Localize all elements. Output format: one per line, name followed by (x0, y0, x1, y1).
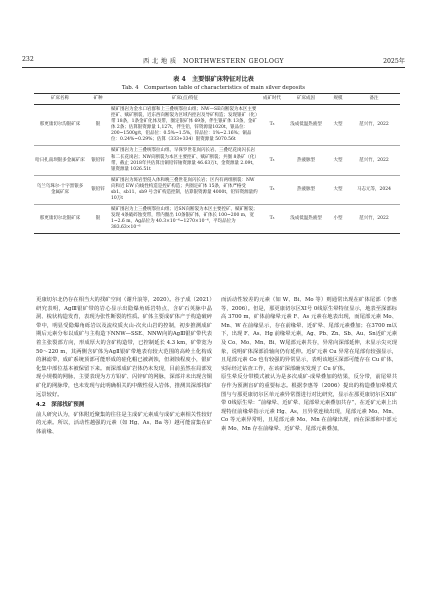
table-header-row (34, 94, 400, 105)
deposit-name: 那更康切尔沟银矿床 (34, 105, 86, 146)
table-row (34, 105, 400, 146)
mineralization-age: T₃ (260, 105, 284, 146)
deposit-features: 赋矿围岩为上三叠统鄂拉山组、早侏罗世花岗闪长岩、三叠纪花岗闪长岩和二长花岗岩；NW向断裂为本区主要控矿、赋矿断裂；共圈 8条矿（化）带，截止 2018年共估算出铜铅锌铀资源量 46.63万t，金资源量 2.09t，银资源量 1026.51t (110, 146, 260, 175)
journal-name: 西 北 地 质 NORTHWESTERN GEOLOGY (142, 58, 285, 65)
left-column (36, 296, 212, 437)
body-paragraph: 前人研究认为，矿体附近聚集的往往是主成矿元素成与成矿元素相关性较好的元素。所以，活动性越强的元素（如 Hg、As、Ba 等）越可能富集在矿体前缘、 (36, 411, 212, 435)
deposit-genesis: 浅成低温热液型 (284, 204, 328, 233)
deposit-scale: 大型 (328, 175, 348, 204)
mineral-type: 银 (86, 105, 110, 146)
deposit-genesis: 浅成低温热液型 (284, 105, 328, 146)
header-cell: 矿种 (86, 94, 110, 105)
header-cell: 矿床名称 (34, 94, 86, 105)
deposit-note: 范兴竹，2022 (348, 146, 400, 175)
deposit-note: 范兴竹，2022 (348, 105, 400, 146)
body-paragraph: 更康切尔北仍存在相当大的找矿空间（谢升浪等，2020）。谷子成（2021）研究表明，AgⅢ银矿带的岩心显示出隐爆角砾岩特点，含矿石英脉中晶洞、梳状构造发育，表现为张性断裂的性质。矿体主要成矿体产于构造破碎带中，明显受隐爆角砾岩以及流纹质火山-次火山岩的控制，初步推测成矿期后元素分布以成矿与主构造下NNW—SSE、NNW向的AgⅢ银矿带代表着主张裂部方向，形成厚大的含矿构造带，已控制延长 4.3 km，矿带宽为 50～220 m，其两侧含矿体为AgⅡ银矿带地表有较大范围的高岭土化构成的淋滤带，成矿系统顶部可能形成的硅化帽已被剥蚀，但剥蚀程度小，银矿化集中部位基本被保留下来。而深部成矿岩体仍未发现，目前虽然在局部发现小规模的网脉，主要表现为方方铅矿、闪锌矿的网脉，深部并未出现含铜矿化的网脉带，也未发现与此明确相关的中酸性侵入岩体，推测其深部找矿远景较好。 (36, 297, 212, 398)
page-number: 232 (22, 56, 34, 63)
header-cell: 矿床(点)特征 (110, 94, 260, 105)
mineralization-age: T₃ (260, 146, 284, 175)
deposit-scale: 小型 (328, 204, 348, 233)
deposit-features: 赋矿围岩为斑岩型侵入体和晚三叠世花岗闪长岩；区内有两组断裂：NW 向和近 EW 向线性构造是控矿构造；共圈定矿体 15条，矿体严格受 sb1、sb11、sb9 号含矿构造控制，估算银资源量 4000t，铅锌资源量约10万t (110, 175, 260, 204)
deposit-scale: 大型 (328, 105, 348, 146)
deposit-features: 赋矿围岩为金水口岩群和上三叠统鄂拉山组；NW—SE向断裂为本区主要控矿、赋矿断裂，近东西向断裂为区域内控岩及导矿构造；发现银矿（化）带 18条，1条金矿化体及带，圈定银矿体 69条，伴生银矿体 13条，金矿体 2条；估算银资源量 1,127t，伴生铅，锌资源量1020t，银品位：200~1500g/t，铅品位：0.5%~1.5%，锌品位：1%~2.16%；铜品位：0.24%~0.29%；估算（333+334）银资源量 5070.56t (110, 105, 260, 146)
table-caption-cn: 表 4 主要银矿床特征对比表 (173, 76, 254, 83)
table-row (34, 175, 400, 204)
header-cell: 备注 (348, 94, 400, 105)
header-rule (22, 67, 405, 68)
table-row (34, 146, 400, 175)
mineral-type: 银铅锌 (86, 146, 110, 175)
section-heading: 4.2 深部找矿预测 (36, 402, 85, 409)
deposit-name: 那更康切尔北银矿床 (34, 204, 86, 233)
running-header (22, 56, 405, 66)
mineralization-age: T₃ (260, 175, 284, 204)
mineralization-age: T₃ (260, 204, 284, 233)
deposit-note: 范兴竹，2022 (348, 204, 400, 233)
deposit-name: 乌兰乌珠尔-十字黑银多金属矿床 (34, 175, 86, 204)
deposit-scale: 大型 (328, 146, 348, 175)
deposit-genesis: 热液脉型 (284, 175, 328, 204)
header-cell: 矿床成因 (284, 94, 328, 105)
right-column (221, 296, 397, 434)
deposit-name: 哈日扎南坝银多金属矿床 (34, 146, 86, 175)
deposit-table (34, 93, 400, 234)
header-cell: 成矿时代 (260, 94, 284, 105)
table-row (34, 204, 400, 233)
mineral-type: 银 (86, 204, 110, 233)
deposit-genesis: 热液脉型 (284, 146, 328, 175)
body-paragraph: 原生晕反分带模式被认为是多次成矿-成晕叠加的结果，反分带，前尾晕共存作为预测盲矿的重要标志。根据李惠等（2006）提出的构造叠加晕模式图与与那更康切尔区单元素异常图进行对比研究，显示在那更康切尔区XI矿带 0线原生晕：“前缘晕、近矿晕、尾部晕元素叠加共存”，在近矿元素上出现特征前缘晕指示元素 Hg、As，且异常连续出现，尾部元素 Mo、Mn、Co 等元素异常明，且尾部元素 Mo、Mn 在前缘出现，而在深部和中部元素 Mo、Mn 存在前缘晕、近矿晕、尾部元素叠加， (221, 374, 397, 432)
deposit-features: 赋矿围岩为上三叠统鄂拉山组；近SN向断裂为本区主要控矿、赋矿断裂；发现 4条破碎蚀变带，带内圈出 10条银矿体，矿体长 100~200 m，宽 1~2.6 m，Ag品位为 40.3×10⁻⁶~1270×10⁻⁶，平均品位为 383.63×10⁻⁶ (110, 204, 260, 233)
mineral-type: 银铅锌 (86, 175, 110, 204)
header-cell: 规模 (328, 94, 348, 105)
publication-year: 2025年 (383, 58, 405, 65)
table-caption-en: Tab. 4 Comparison table of characteristics of main silver deposits (121, 85, 306, 91)
deposit-note: 马志元等，2024 (348, 175, 400, 204)
body-paragraph: 而活动性较差的元素（如 W、Bi、Mo 等）则通常出现在矿体尾部（李惠等，2006）。但是，那更康切尔区XI号 0线原生晕特征显示，地表至深部标高 3700 m，矿体前缘晕元素 F、As 元素在地表出现，而尾部元素 Mo、Mn、W 在前缘显示，存在前缘晕、近矿晕、尾部元素叠加；在3700 m以下，出现 F、As、Hg 前缘晕元素，Ag、Pb、Zn、Sb、Au、Sn近矿元素及 Co、Mo、Mn、Bi、W尾部元素共存，异常向深部延伸，未显示尖灭现象，说明矿体深部沿轴向仍有延伸。近矿元素 Cu 异常在尾部有较强显示，且尾部元素 Co 也有较强的异常显示，表明该地区深部可能存在 Cu 矿体，实际经过钻查工作，在该矿深部确实发现了 Cu 矿体。 (221, 297, 397, 372)
